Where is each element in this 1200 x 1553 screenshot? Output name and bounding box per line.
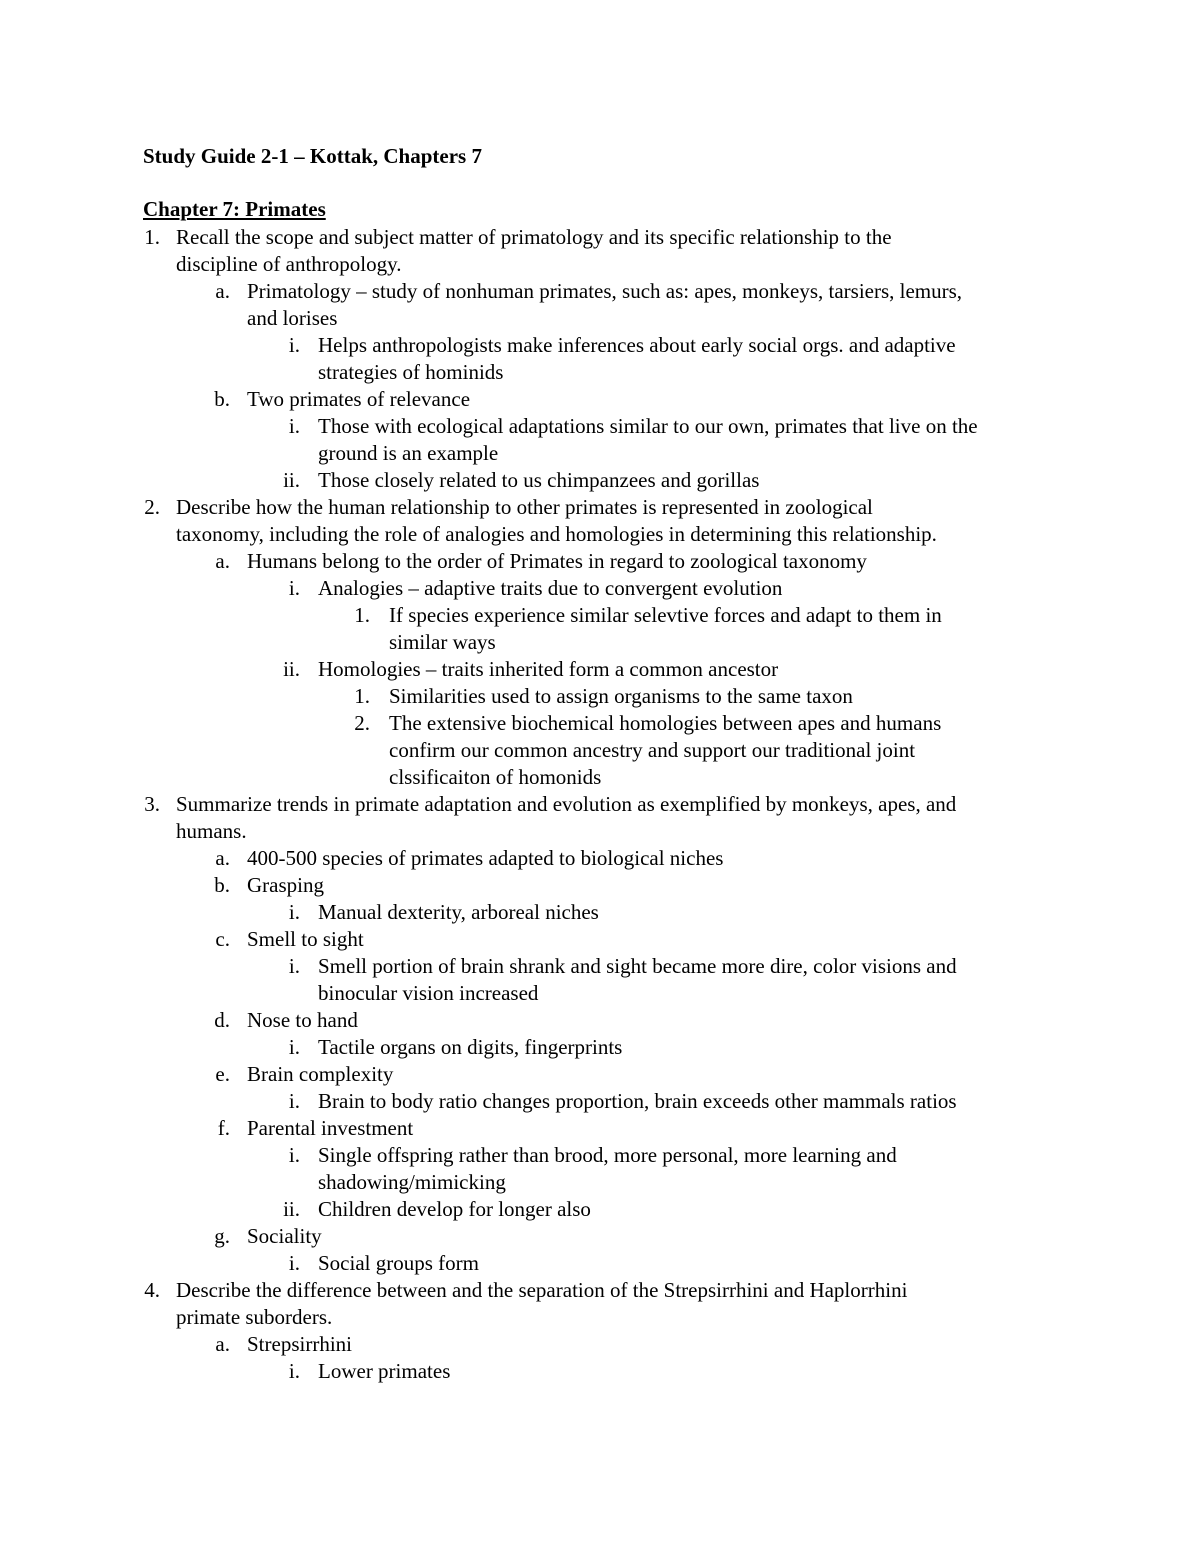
outline-line — [0, 278, 1200, 305]
list-item-text: Those with ecological adaptations similar to our own, primates that live on the — [318, 414, 978, 438]
list-marker: i. — [288, 333, 300, 357]
list-item-text: Two primates of relevance — [247, 387, 471, 411]
list-marker: a. — [215, 846, 230, 870]
list-item-text: 400-500 species of primates adapted to biological niches — [247, 846, 724, 870]
outline-line — [0, 386, 1200, 413]
outline-line — [0, 764, 1200, 791]
list-item-text: If species experience similar selevtive forces and adapt to them in — [389, 603, 942, 627]
list-item-text: Manual dexterity, arboreal niches — [318, 900, 599, 924]
list-marker: e. — [215, 1062, 230, 1086]
outline-line — [0, 899, 1200, 926]
list-item-text: Parental investment — [247, 1116, 414, 1140]
list-marker: f. — [217, 1116, 230, 1140]
list-item-text: Analogies – adaptive traits due to convergent evolution — [318, 576, 783, 600]
list-item-text: shadowing/mimicking — [318, 1170, 506, 1194]
list-marker: 2. — [144, 495, 160, 519]
outline-list — [0, 224, 1200, 1385]
outline-line — [0, 980, 1200, 1007]
list-item-text: confirm our common ancestry and support our traditional joint — [389, 738, 916, 762]
outline-line — [0, 1250, 1200, 1277]
list-item-text: Summarize trends in primate adaptation and evolution as exemplified by monkeys, apes, and — [176, 792, 957, 816]
list-marker: i. — [288, 1359, 300, 1383]
list-item-text: Describe the difference between and the separation of the Strepsirrhini and Haplorrhini — [176, 1278, 908, 1302]
list-item-text: Single offspring rather than brood, more personal, more learning and — [318, 1143, 897, 1167]
outline-line — [0, 1169, 1200, 1196]
list-item-text: Brain complexity — [247, 1062, 394, 1086]
list-marker: ii. — [283, 657, 300, 681]
list-item-text: Similarities used to assign organisms to the same taxon — [389, 684, 853, 708]
list-item-text: Strepsirrhini — [247, 1332, 352, 1356]
outline-line — [0, 845, 1200, 872]
list-item-text: Lower primates — [318, 1359, 451, 1383]
outline-line — [0, 467, 1200, 494]
list-item-text: strategies of hominids — [318, 360, 504, 384]
outline-line — [0, 1115, 1200, 1142]
list-marker: i. — [288, 414, 300, 438]
list-marker: c. — [215, 927, 230, 951]
list-marker: i. — [288, 576, 300, 600]
list-item-text: Those closely related to us chimpanzees and gorillas — [318, 468, 760, 492]
list-item-text: binocular vision increased — [318, 981, 539, 1005]
list-item-text: Smell to sight — [247, 927, 364, 951]
outline-line — [0, 521, 1200, 548]
list-item-text: discipline of anthropology. — [176, 252, 402, 276]
list-item-text: Describe how the human relationship to other primates is represented in zoological — [176, 495, 873, 519]
list-marker: d. — [214, 1008, 230, 1032]
list-marker: ii. — [283, 468, 300, 492]
list-item-text: Smell portion of brain shrank and sight became more dire, color visions and — [318, 954, 957, 978]
list-marker: 2. — [354, 711, 370, 735]
outline-line — [0, 332, 1200, 359]
list-marker: i. — [288, 954, 300, 978]
outline-line — [0, 926, 1200, 953]
list-marker: 1. — [354, 603, 370, 627]
list-item-text: taxonomy, including the role of analogies and homologies in determining this relationship. — [176, 522, 937, 546]
list-item-text: similar ways — [389, 630, 496, 654]
outline-line — [0, 872, 1200, 899]
outline-line — [0, 413, 1200, 440]
outline-line — [0, 818, 1200, 845]
list-marker: i. — [288, 1251, 300, 1275]
list-item-text: Social groups form — [318, 1251, 479, 1275]
list-item-text: ground is an example — [318, 441, 499, 465]
outline-line — [0, 710, 1200, 737]
outline-line — [0, 1331, 1200, 1358]
list-marker: i. — [288, 900, 300, 924]
list-item-text: primate suborders. — [176, 1305, 333, 1329]
list-item-text: Primatology – study of nonhuman primates, such as: apes, monkeys, tarsiers, lemurs, — [247, 279, 963, 303]
outline-line — [0, 953, 1200, 980]
outline-line — [0, 1142, 1200, 1169]
list-marker: b. — [214, 387, 230, 411]
list-item-text: Helps anthropologists make inferences about early social orgs. and adaptive — [318, 333, 956, 357]
outline-line — [0, 656, 1200, 683]
outline-line — [0, 224, 1200, 251]
list-marker: b. — [214, 873, 230, 897]
list-item-text: Tactile organs on digits, fingerprints — [318, 1035, 623, 1059]
list-item-text: clssificaiton of homonids — [389, 765, 602, 789]
list-item-text: and lorises — [247, 306, 338, 330]
list-marker: g. — [214, 1224, 230, 1248]
list-marker: 3. — [144, 792, 160, 816]
list-marker: 1. — [144, 225, 160, 249]
list-marker: i. — [288, 1143, 300, 1167]
list-item-text: Nose to hand — [247, 1008, 358, 1032]
list-item-text: Grasping — [247, 873, 324, 897]
outline-line — [0, 1304, 1200, 1331]
outline-line — [0, 440, 1200, 467]
outline-line — [0, 1007, 1200, 1034]
list-marker: a. — [215, 279, 230, 303]
list-item-text: Sociality — [247, 1224, 322, 1248]
list-marker: 4. — [144, 1278, 160, 1302]
outline-line — [0, 1223, 1200, 1250]
list-marker: 1. — [354, 684, 370, 708]
outline-line — [0, 1034, 1200, 1061]
outline-line — [0, 1196, 1200, 1223]
outline-line — [0, 737, 1200, 764]
chapter-heading: Chapter 7: Primates — [143, 197, 326, 221]
list-marker: ii. — [283, 1197, 300, 1221]
list-item-text: Humans belong to the order of Primates in regard to zoological taxonomy — [247, 549, 867, 573]
list-item-text: Homologies – traits inherited form a common ancestor — [318, 657, 779, 681]
outline-line — [0, 251, 1200, 278]
outline-line — [0, 1277, 1200, 1304]
outline-line — [0, 602, 1200, 629]
outline-line — [0, 305, 1200, 332]
list-item-text: Children develop for longer also — [318, 1197, 591, 1221]
outline-line — [0, 359, 1200, 386]
list-marker: i. — [288, 1035, 300, 1059]
outline-line — [0, 683, 1200, 710]
document-title: Study Guide 2-1 – Kottak, Chapters 7 — [143, 144, 482, 168]
list-marker: i. — [288, 1089, 300, 1113]
outline-line — [0, 1088, 1200, 1115]
list-item-text: Brain to body ratio changes proportion, brain exceeds other mammals ratios — [318, 1089, 957, 1113]
list-item-text: The extensive biochemical homologies between apes and humans — [389, 711, 942, 735]
list-marker: a. — [215, 1332, 230, 1356]
outline-line — [0, 575, 1200, 602]
list-item-text: humans. — [176, 819, 247, 843]
list-marker: a. — [215, 549, 230, 573]
outline-line — [0, 791, 1200, 818]
outline-line — [0, 494, 1200, 521]
outline-line — [0, 1061, 1200, 1088]
outline-line — [0, 1358, 1200, 1385]
outline-line — [0, 629, 1200, 656]
list-item-text: Recall the scope and subject matter of primatology and its specific relationship to the — [176, 225, 892, 249]
outline-line — [0, 548, 1200, 575]
